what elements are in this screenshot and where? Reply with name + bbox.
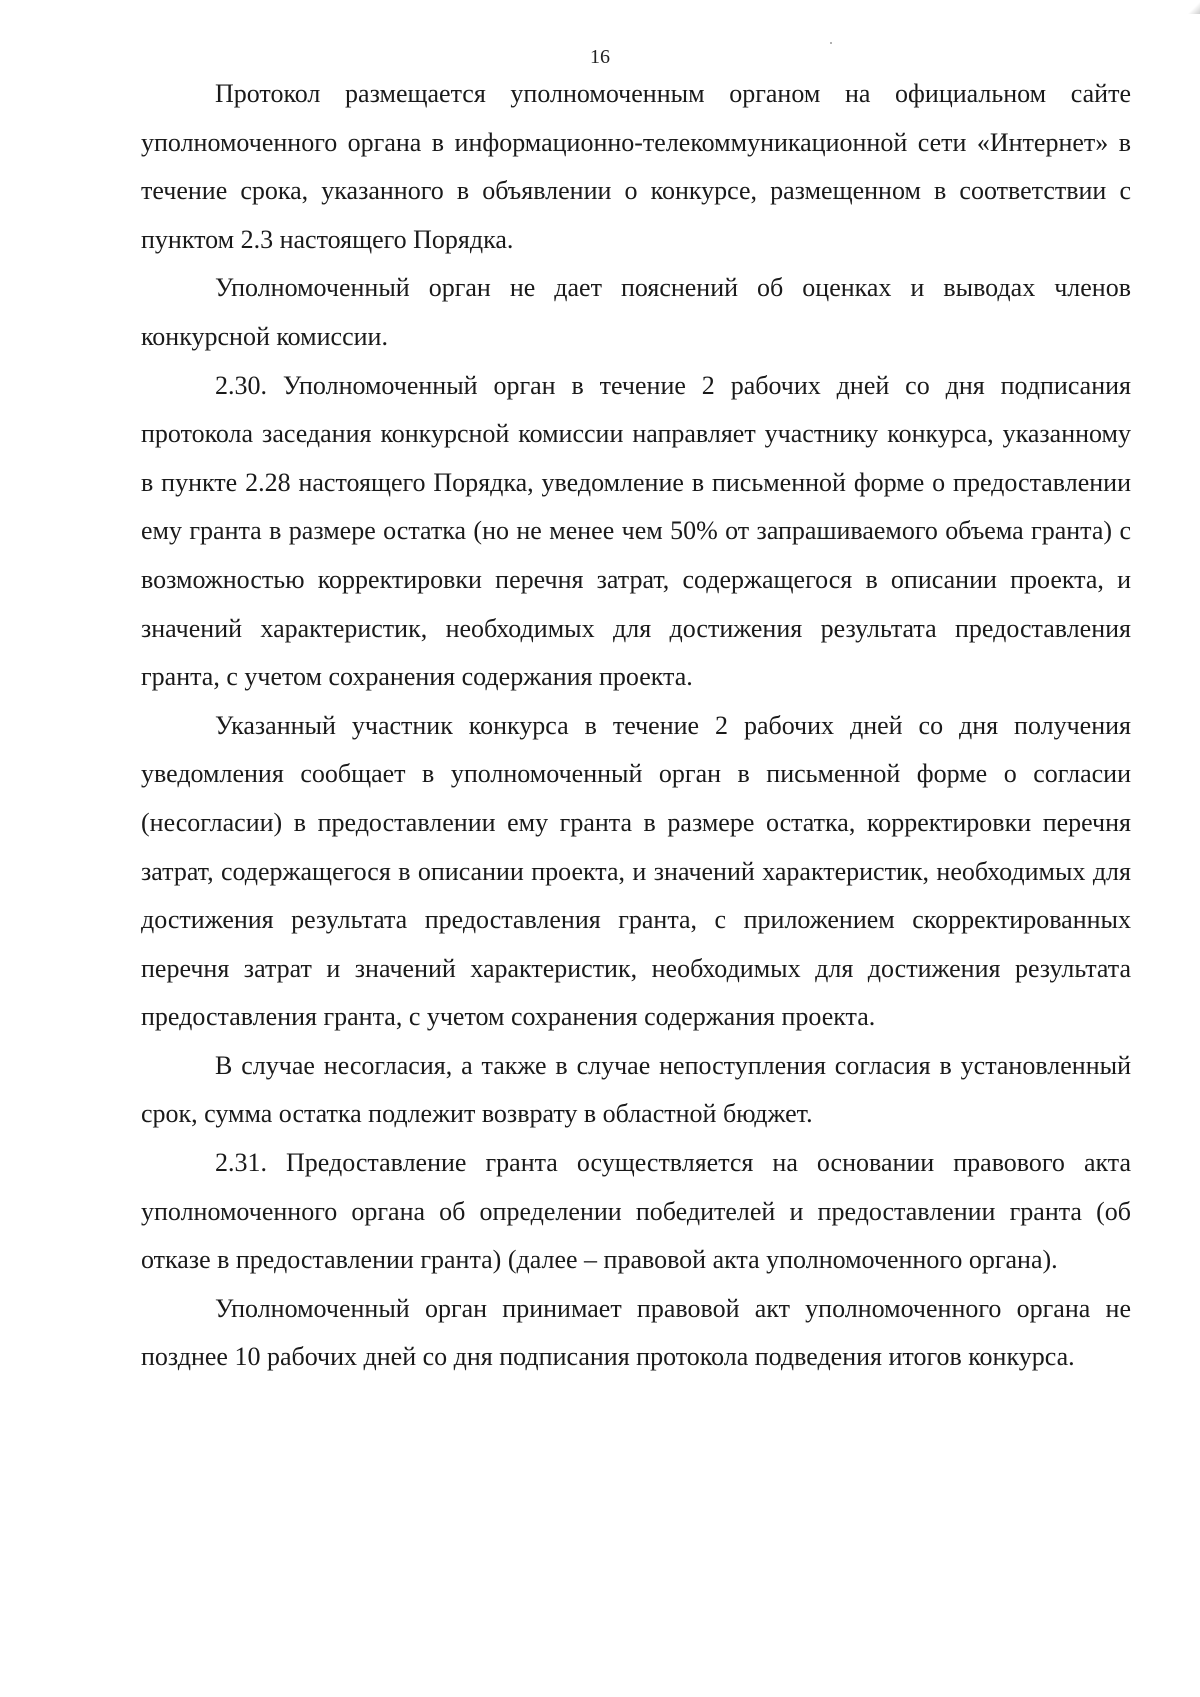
paragraph-clause-2-30: 2.30. Уполномоченный орган в течение 2 рабочих дней со дня подписания протокола заседания конкурсной комиссии направляет участнику конкурса, указанному в пункте 2.28 настоящего Порядка, уведомление в письменной форме о предоставлении ему гранта в размере остатка (но не менее чем 50% от запрашиваемого объема гранта) с возможностью корректировки перечня затрат, содержащегося в описании проекта, и значений характеристик, необходимых для достижения результата предоставления гранта, с учетом сохранения содержания проекта.	[141, 370, 1131, 692]
paragraph-legal-act-deadline: Уполномоченный орган принимает правовой акт уполномоченного органа не позднее 10 рабочих дней со дня подписания протокола подведения итогов конкурса.	[141, 1293, 1131, 1372]
paragraph-disagreement-return: В случае несогласия, а также в случае непоступления согласия в установленный срок, сумма остатка подлежит возврату в областной бюджет.	[141, 1050, 1131, 1129]
paragraph-participant-consent: Указанный участник конкурса в течение 2 рабочих дней со дня получения уведомления сообщает в уполномоченный орган в письменной форме о согласии (несогласии) в предоставлении ему гранта в размере остатка, корректировки перечня затрат, содержащегося в описании проекта, и значений характеристик, необходимых для достижения результата предоставления гранта, с приложением скорректированных перечня затрат и значений характеристик, необходимых для достижения результата предоставления гранта, с учетом сохранения содержания проекта.	[141, 710, 1131, 1032]
paragraph-no-explanations: Уполномоченный орган не дает пояснений об оценках и выводах членов конкурсной комиссии.	[141, 273, 1131, 351]
document-body	[141, 70, 1131, 1382]
paragraph-clause-2-31: 2.31. Предоставление гранта осуществляется на основании правового акта уполномоченного органа об определении победителей и предоставлении гранта (об отказе в предоставлении гранта) (далее – правовой акта уполномоченного органа).	[141, 1148, 1131, 1275]
page-number: 16	[590, 46, 610, 68]
scan-speck	[830, 42, 832, 44]
scan-edge-mark	[1186, 0, 1200, 14]
paragraph-protocol-publication: Протокол размещается уполномоченным органом на официальном сайте уполномоченного органа в информационно-телекоммуникационной сети «Интернет» в течение срока, указанного в объявлении о конкурсе, размещенном в соответствии с пунктом 2.3 настоящего Порядка.	[141, 79, 1131, 254]
